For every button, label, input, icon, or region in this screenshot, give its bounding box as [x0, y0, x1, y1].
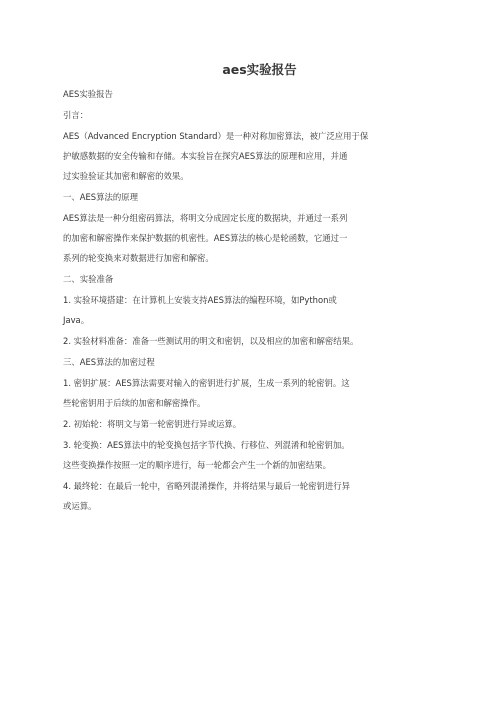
- paragraph-line: 三、AES算法的加密过程: [63, 357, 155, 367]
- paragraph-line: 系列的轮变换来对数据进行加密和解密。: [63, 253, 214, 263]
- paragraph-line: 些轮密钥用于后续的加密和解密操作。: [63, 398, 206, 408]
- paragraph: [63, 88, 456, 100]
- paragraph-line: 二、实验准备: [63, 274, 114, 284]
- paragraph-line: AES算法是一种分组密码算法，将明文分成固定长度的数据块，并通过一系列: [63, 213, 348, 223]
- paragraph-line: 的加密和解密操作来保护数据的机密性。AES算法的核心是轮函数，它通过一: [63, 233, 348, 243]
- paragraph-line: 1. 密钥扩展：AES算法需要对输入的密钥进行扩展，生成一系列的轮密钥。这: [63, 378, 350, 388]
- paragraph: [63, 439, 456, 471]
- paragraph: [63, 191, 456, 203]
- document-body: [63, 88, 456, 512]
- paragraph: [63, 356, 456, 368]
- document-title: aes实验报告: [222, 62, 297, 77]
- paragraph-line: 2. 初始轮：将明文与第一轮密钥进行异或运算。: [63, 419, 242, 429]
- paragraph: [63, 418, 456, 430]
- paragraph-line: 2. 实验材料准备：准备一些测试用的明文和密钥，以及相应的加密和解密结果。: [63, 336, 359, 346]
- paragraph: [63, 130, 456, 182]
- paragraph-line: 一、AES算法的原理: [63, 192, 138, 202]
- paragraph: [63, 377, 456, 409]
- paragraph-line: 引言：: [63, 110, 89, 120]
- paragraph-line: 4. 最终轮：在最后一轮中，省略列混淆操作，并将结果与最后一轮密钥进行异: [63, 481, 351, 491]
- paragraph-line: AES实验报告: [63, 89, 113, 99]
- paragraph-line: 这些变换操作按照一定的顺序进行，每一轮都会产生一个新的加密结果。: [63, 460, 331, 470]
- paragraph-line: Java。: [63, 315, 90, 325]
- paragraph-line: 3. 轮变换：AES算法中的轮变换包括字节代换、行移位、列混淆和轮密钥加。: [63, 440, 350, 450]
- paragraph-line: 护敏感数据的安全传输和存储。本实验旨在探究AES算法的原理和应用，并通: [63, 151, 348, 161]
- paragraph: [63, 273, 456, 285]
- paragraph: [63, 335, 456, 347]
- paragraph-line: 过实验验证其加密和解密的效果。: [63, 171, 189, 181]
- paragraph: [63, 480, 456, 512]
- paragraph: [63, 294, 456, 326]
- paragraph: [63, 109, 456, 121]
- paragraph-line: 或运算。: [63, 501, 97, 511]
- paragraph: [63, 212, 456, 264]
- paragraph-line: 1. 实验环境搭建：在计算机上安装支持AES算法的编程环境，如Python或: [63, 295, 337, 305]
- paragraph-line: AES（Advanced Encryption Standard）是一种对称加密算法，被广泛应用于保: [63, 131, 369, 141]
